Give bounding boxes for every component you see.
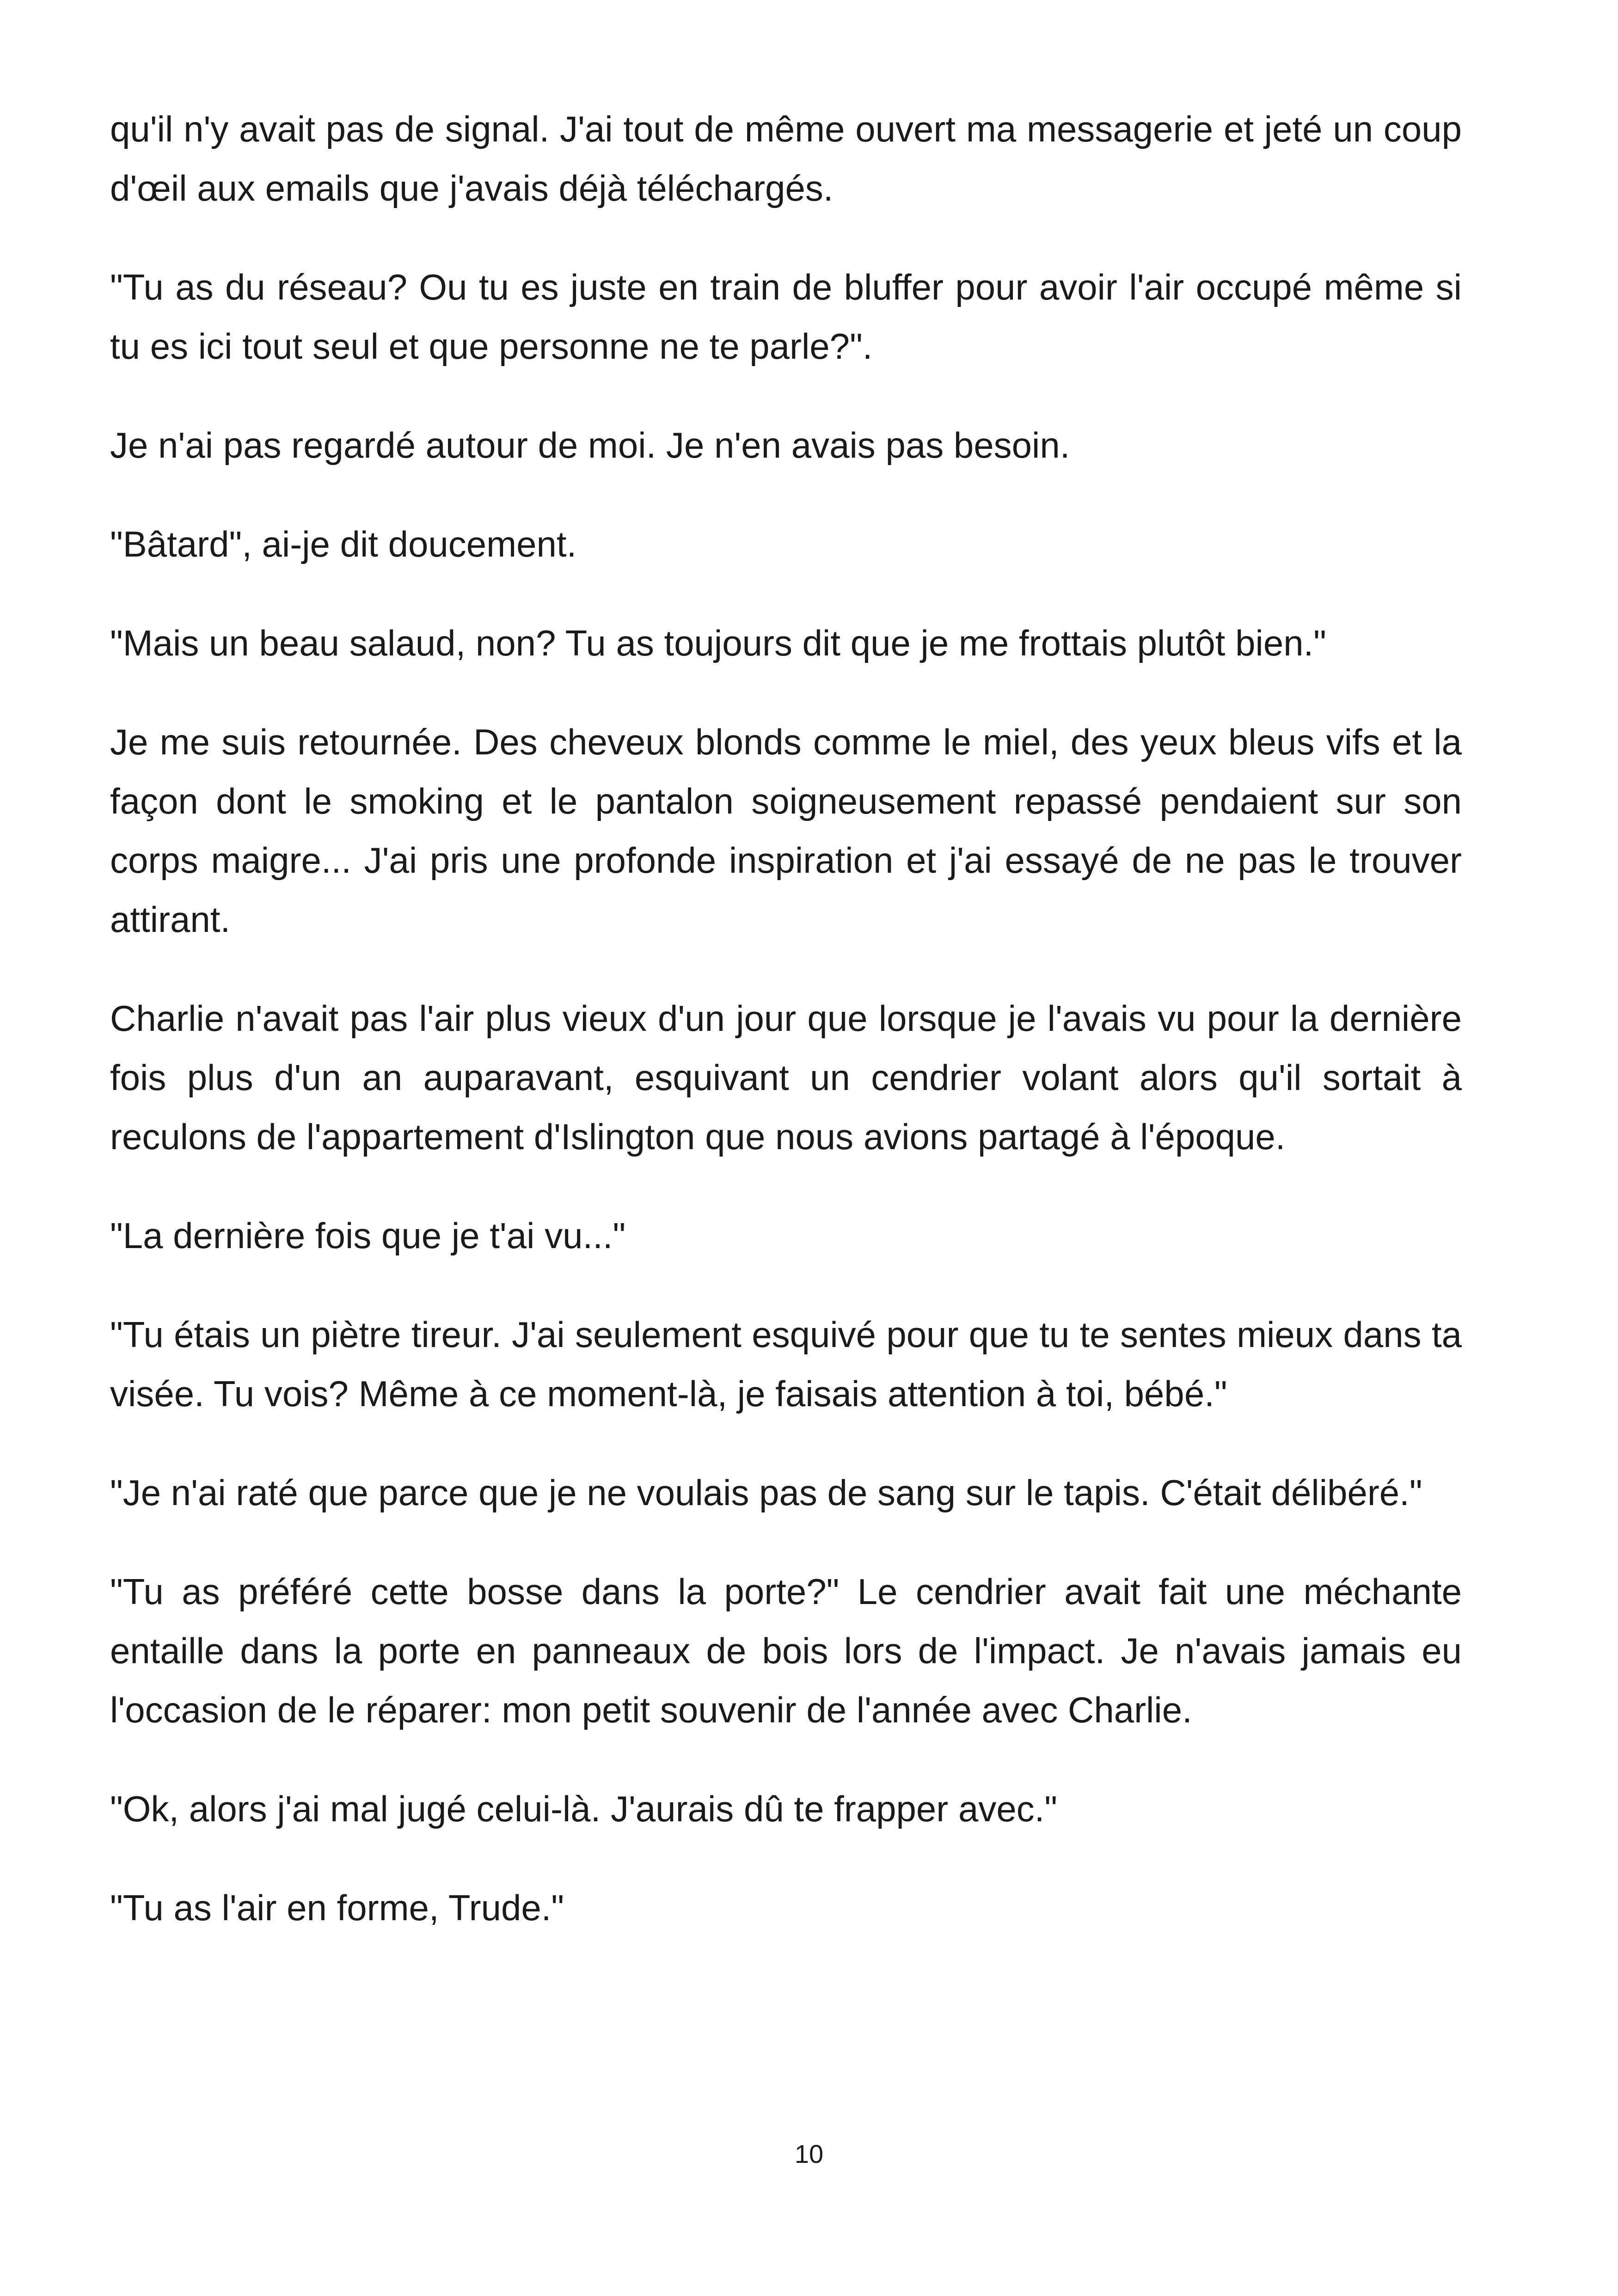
- page-number: 10: [794, 2139, 824, 2168]
- paragraph: Je me suis retournée. Des cheveux blonds comme le miel, des yeux bleus vifs et la façon dont le smoking et le pantalon soigneusement repassé pendaient sur son corps maigre... J'ai pris une profonde inspiration et j'ai essayé de ne pas le trouver attirant.: [110, 722, 1462, 940]
- paragraph: qu'il n'y avait pas de signal. J'ai tout de même ouvert ma messagerie et jeté un coup d'œil aux emails que j'avais déjà téléchargés.: [110, 109, 1462, 208]
- paragraph: "Je n'ai raté que parce que je ne voulais pas de sang sur le tapis. C'était délibéré.": [110, 1472, 1422, 1513]
- paragraph: Charlie n'avait pas l'air plus vieux d'un jour que lorsque je l'avais vu pour la dernière fois plus d'un an auparavant, esquivant un cendrier volant alors qu'il sortait à reculons de l'appartement d'Islington que nous avions partagé à l'époque.: [110, 998, 1462, 1157]
- paragraph: "Ok, alors j'ai mal jugé celui-là. J'aurais dû te frapper avec.": [110, 1788, 1058, 1829]
- body-text: [110, 99, 1462, 1977]
- paragraph: "Tu étais un piètre tireur. J'ai seulement esquivé pour que tu te sentes mieux dans ta visée. Tu vois? Même à ce moment-là, je faisais attention à toi, bébé.": [110, 1314, 1462, 1414]
- paragraph: "Mais un beau salaud, non? Tu as toujours dit que je me frottais plutôt bien.": [110, 623, 1326, 663]
- paragraph: "Tu as du réseau? Ou tu es juste en train de bluffer pour avoir l'air occupé même si tu es ici tout seul et que personne ne te parle?".: [110, 267, 1462, 367]
- paragraph: "Tu as l'air en forme, Trude.": [110, 1887, 564, 1928]
- paragraph: "Bâtard", ai-je dit doucement.: [110, 524, 577, 564]
- paragraph: "La dernière fois que je t'ai vu...": [110, 1215, 626, 1256]
- paragraph: Je n'ai pas regardé autour de moi. Je n'en avais pas besoin.: [110, 425, 1070, 465]
- paragraph: "Tu as préféré cette bosse dans la porte?" Le cendrier avait fait une méchante entaille dans la porte en panneaux de bois lors de l'impact. Je n'avais jamais eu l'occasion de le réparer: mon petit souvenir de l'année avec Charlie.: [110, 1571, 1462, 1730]
